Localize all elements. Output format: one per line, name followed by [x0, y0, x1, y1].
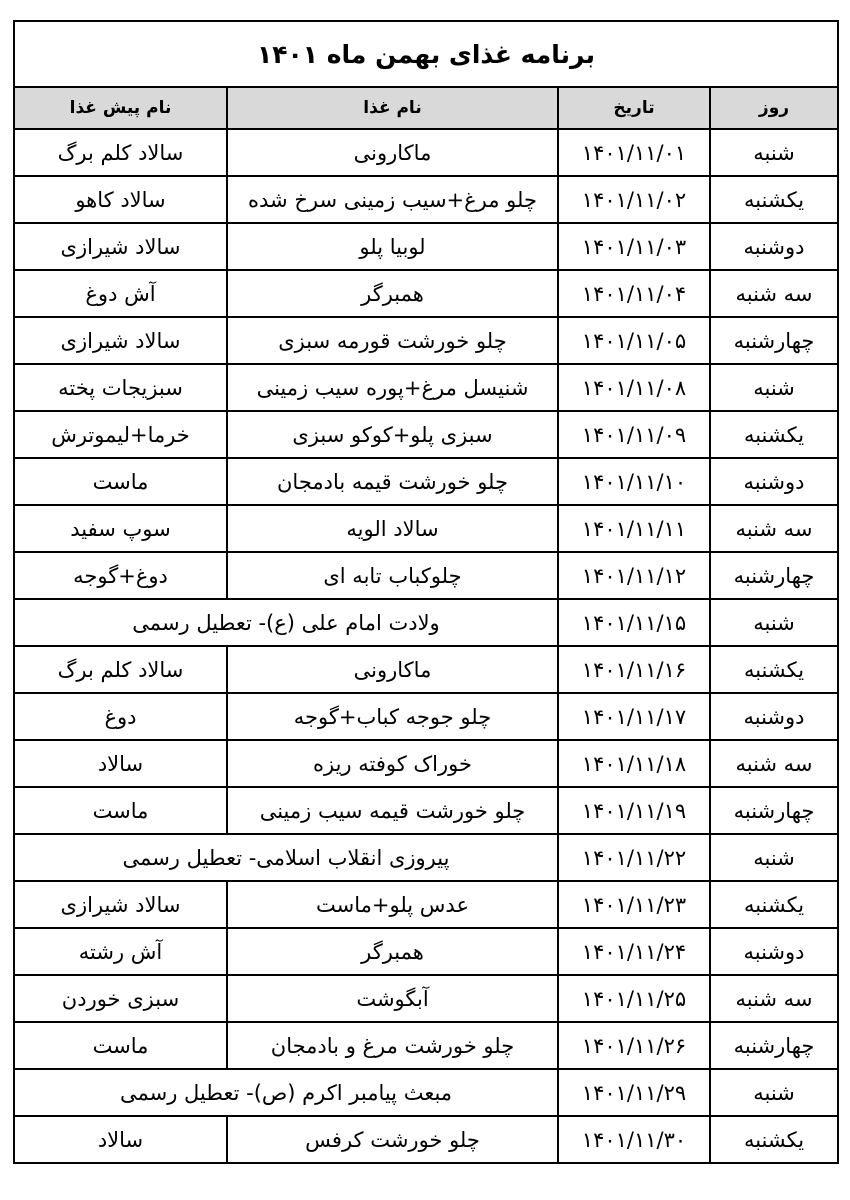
holiday-row [14, 834, 838, 881]
date-cell: ۱۴۰۱/۱۱/۰۹ [558, 411, 710, 458]
appetizer-cell: خرما+لیموترش [14, 411, 227, 458]
holiday-cell: پیروزی انقلاب اسلامی- تعطیل رسمی [14, 834, 558, 881]
day-cell: یکشنبه [710, 411, 838, 458]
day-cell: سه شنبه [710, 505, 838, 552]
date-cell: ۱۴۰۱/۱۱/۱۰ [558, 458, 710, 505]
day-cell: شنبه [710, 129, 838, 176]
date-cell: ۱۴۰۱/۱۱/۱۶ [558, 646, 710, 693]
day-cell: یکشنبه [710, 881, 838, 928]
table-row [14, 787, 838, 834]
appetizer-cell: ماست [14, 787, 227, 834]
food-cell: شنیسل مرغ+پوره سیب زمینی [227, 364, 558, 411]
appetizer-cell: سالاد [14, 1116, 227, 1163]
food-cell: عدس پلو+ماست [227, 881, 558, 928]
day-cell: چهارشنبه [710, 552, 838, 599]
table-row [14, 317, 838, 364]
day-cell: دوشنبه [710, 458, 838, 505]
holiday-row [14, 1069, 838, 1116]
date-cell: ۱۴۰۱/۱۱/۰۵ [558, 317, 710, 364]
appetizer-cell: آش رشته [14, 928, 227, 975]
date-cell: ۱۴۰۱/۱۱/۱۸ [558, 740, 710, 787]
table-row [14, 928, 838, 975]
date-cell: ۱۴۰۱/۱۱/۲۴ [558, 928, 710, 975]
table-row [14, 881, 838, 928]
date-cell: ۱۴۰۱/۱۱/۲۹ [558, 1069, 710, 1116]
date-cell: ۱۴۰۱/۱۱/۰۲ [558, 176, 710, 223]
day-cell: یکشنبه [710, 1116, 838, 1163]
day-cell: چهارشنبه [710, 787, 838, 834]
food-cell: آبگوشت [227, 975, 558, 1022]
menu-sheet [13, 20, 837, 1164]
appetizer-cell: سالاد کلم برگ [14, 646, 227, 693]
food-cell: چلو جوجه کباب+گوجه [227, 693, 558, 740]
holiday-cell: ولادت امام علی (ع)- تعطیل رسمی [14, 599, 558, 646]
header-row [14, 87, 838, 129]
food-cell: چلو خورشت قیمه سیب زمینی [227, 787, 558, 834]
day-cell: سه شنبه [710, 975, 838, 1022]
header-date: تاریخ [558, 87, 710, 129]
day-cell: چهارشنبه [710, 1022, 838, 1069]
header-appetizer: نام پیش غذا [14, 87, 227, 129]
appetizer-cell: ماست [14, 1022, 227, 1069]
table-row [14, 740, 838, 787]
date-cell: ۱۴۰۱/۱۱/۲۵ [558, 975, 710, 1022]
food-cell: همبرگر [227, 928, 558, 975]
food-cell: همبرگر [227, 270, 558, 317]
food-cell: چلو مرغ+سیب زمینی سرخ شده [227, 176, 558, 223]
day-cell: شنبه [710, 1069, 838, 1116]
date-cell: ۱۴۰۱/۱۱/۳۰ [558, 1116, 710, 1163]
day-cell: دوشنبه [710, 928, 838, 975]
food-cell: چلو خورشت کرفس [227, 1116, 558, 1163]
appetizer-cell: سبزیجات پخته [14, 364, 227, 411]
table-row [14, 223, 838, 270]
table-row [14, 458, 838, 505]
food-cell: ماکارونی [227, 129, 558, 176]
food-cell: ماکارونی [227, 646, 558, 693]
day-cell: سه شنبه [710, 270, 838, 317]
header-day: روز [710, 87, 838, 129]
day-cell: شنبه [710, 599, 838, 646]
table-row [14, 364, 838, 411]
date-cell: ۱۴۰۱/۱۱/۲۳ [558, 881, 710, 928]
date-cell: ۱۴۰۱/۱۱/۲۶ [558, 1022, 710, 1069]
day-cell: شنبه [710, 834, 838, 881]
day-cell: دوشنبه [710, 693, 838, 740]
food-cell: خوراک کوفته ریزه [227, 740, 558, 787]
appetizer-cell: ماست [14, 458, 227, 505]
appetizer-cell: سبزی خوردن [14, 975, 227, 1022]
day-cell: دوشنبه [710, 223, 838, 270]
table-row [14, 411, 838, 458]
menu-rows [14, 129, 838, 1163]
food-cell: سالاد الویه [227, 505, 558, 552]
table-row [14, 975, 838, 1022]
food-cell: چلو خورشت قورمه سبزی [227, 317, 558, 364]
food-cell: چلو خورشت قیمه بادمجان [227, 458, 558, 505]
holiday-row [14, 599, 838, 646]
date-cell: ۱۴۰۱/۱۱/۱۵ [558, 599, 710, 646]
table-row [14, 505, 838, 552]
day-cell: شنبه [710, 364, 838, 411]
title-row [14, 21, 838, 87]
table-row [14, 1116, 838, 1163]
food-cell: چلو خورشت مرغ و بادمجان [227, 1022, 558, 1069]
menu-table [13, 20, 839, 1164]
date-cell: ۱۴۰۱/۱۱/۰۱ [558, 129, 710, 176]
date-cell: ۱۴۰۱/۱۱/۲۲ [558, 834, 710, 881]
date-cell: ۱۴۰۱/۱۱/۱۲ [558, 552, 710, 599]
appetizer-cell: سالاد شیرازی [14, 317, 227, 364]
table-row [14, 693, 838, 740]
food-cell: لوبیا پلو [227, 223, 558, 270]
table-row [14, 552, 838, 599]
food-cell: سبزی پلو+کوکو سبزی [227, 411, 558, 458]
header-food: نام غذا [227, 87, 558, 129]
appetizer-cell: سالاد کاهو [14, 176, 227, 223]
appetizer-cell: سالاد شیرازی [14, 881, 227, 928]
appetizer-cell: آش دوغ [14, 270, 227, 317]
food-cell: چلوکباب تابه ای [227, 552, 558, 599]
appetizer-cell: سالاد [14, 740, 227, 787]
date-cell: ۱۴۰۱/۱۱/۰۴ [558, 270, 710, 317]
table-row [14, 270, 838, 317]
table-row [14, 129, 838, 176]
appetizer-cell: سوپ سفید [14, 505, 227, 552]
date-cell: ۱۴۰۱/۱۱/۰۸ [558, 364, 710, 411]
table-row [14, 1022, 838, 1069]
day-cell: یکشنبه [710, 176, 838, 223]
day-cell: یکشنبه [710, 646, 838, 693]
day-cell: چهارشنبه [710, 317, 838, 364]
appetizer-cell: دوغ [14, 693, 227, 740]
table-row [14, 646, 838, 693]
appetizer-cell: سالاد شیرازی [14, 223, 227, 270]
day-cell: سه شنبه [710, 740, 838, 787]
menu-title: برنامه غذای بهمن ماه ۱۴۰۱ [14, 21, 838, 87]
appetizer-cell: سالاد کلم برگ [14, 129, 227, 176]
appetizer-cell: دوغ+گوجه [14, 552, 227, 599]
date-cell: ۱۴۰۱/۱۱/۱۷ [558, 693, 710, 740]
table-row [14, 176, 838, 223]
date-cell: ۱۴۰۱/۱۱/۱۹ [558, 787, 710, 834]
holiday-cell: مبعث پیامبر اکرم (ص)- تعطیل رسمی [14, 1069, 558, 1116]
date-cell: ۱۴۰۱/۱۱/۰۳ [558, 223, 710, 270]
date-cell: ۱۴۰۱/۱۱/۱۱ [558, 505, 710, 552]
